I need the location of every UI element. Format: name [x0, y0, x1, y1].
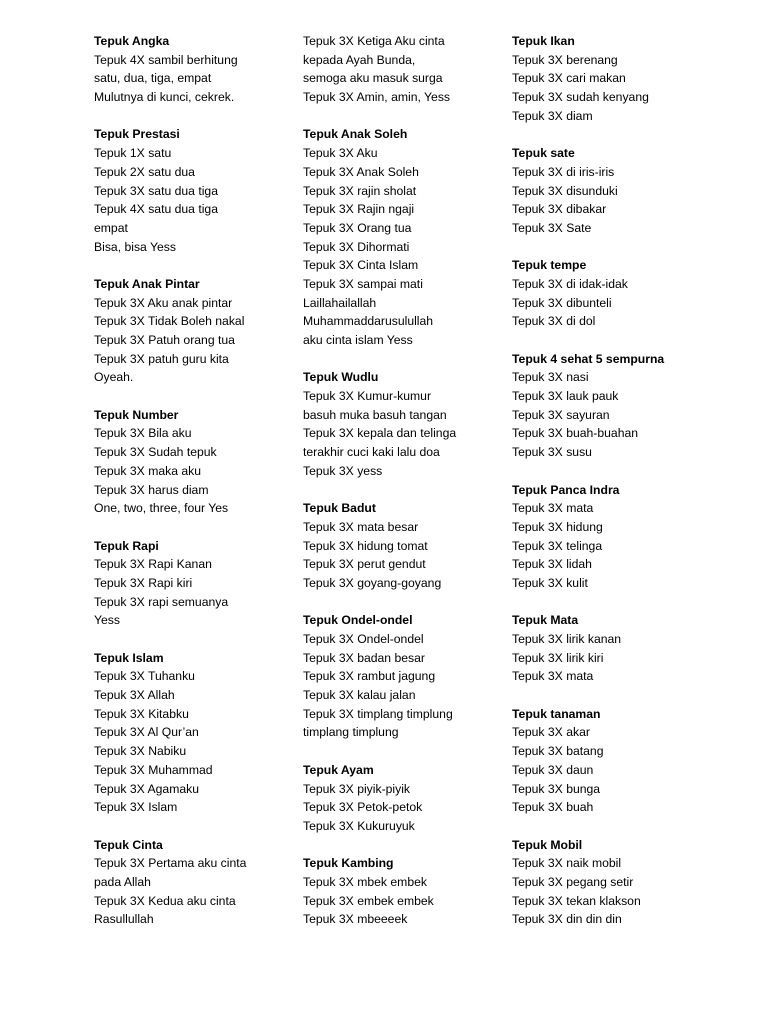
text-line: Tepuk 3X mbek embek: [303, 874, 427, 889]
section-continued: [303, 32, 503, 107]
text-line: Tepuk 3X patuh guru kita: [94, 351, 229, 366]
text-line: Tepuk 3X buah: [512, 800, 594, 815]
text-line: Tepuk 3X kulit: [512, 575, 588, 590]
text-line: Tepuk 3X Pertama aku cinta: [94, 856, 247, 871]
section-title: Tepuk Cinta: [94, 837, 163, 852]
section-title: Tepuk Mata: [512, 613, 579, 628]
text-line: Oyeah.: [94, 370, 134, 385]
text-line: Tepuk 3X kepala dan telinga: [303, 426, 457, 441]
text-line: Tepuk 3X lauk pauk: [512, 389, 619, 404]
text-line: Tepuk 3X berenang: [512, 52, 618, 67]
text-line: Tepuk 3X Kedua aku cinta: [94, 893, 236, 908]
text-line: basuh muka basuh tangan: [303, 407, 447, 422]
text-line: Tepuk 3X Cinta Islam: [303, 258, 419, 273]
text-line: Tepuk 3X Sate: [512, 220, 592, 235]
text-line: Tepuk 3X Muhammad: [94, 762, 213, 777]
text-line: Tepuk 3X nasi: [512, 370, 589, 385]
text-line: Tepuk 3X lirik kiri: [512, 650, 604, 665]
text-line: Tepuk 3X batang: [512, 744, 604, 759]
text-line: Tepuk 4X satu dua tiga: [94, 202, 218, 217]
section-tepuk-mata: [512, 611, 712, 686]
text-line: satu, dua, tiga, empat: [94, 71, 212, 86]
section-title: Tepuk tanaman: [512, 706, 601, 721]
text-line: Yess: [94, 613, 120, 628]
text-line: Tepuk 3X cari makan: [512, 71, 626, 86]
section-tepuk-panca-indra: [512, 481, 712, 593]
text-column-1: [94, 32, 294, 948]
section-tepuk-ikan: [512, 32, 712, 125]
text-line: Tepuk 2X satu dua: [94, 164, 195, 179]
section-tepuk-tanaman: [512, 705, 712, 817]
section-title: Tepuk Panca Indra: [512, 482, 620, 497]
text-line: Tepuk 3X akar: [512, 725, 590, 740]
text-line: Tepuk 3X bunga: [512, 781, 601, 796]
text-line: empat: [94, 220, 128, 235]
text-line: Tepuk 3X sudah kenyang: [512, 90, 649, 105]
text-line: Tepuk 3X lidah: [512, 557, 592, 572]
text-column-2: [303, 32, 503, 948]
text-line: Tepuk 3X Bila aku: [94, 426, 192, 441]
text-line: Tepuk 3X naik mobil: [512, 856, 622, 871]
text-line: Tepuk 3X Sudah tepuk: [94, 445, 217, 460]
text-line: kepada Ayah Bunda,: [303, 52, 416, 67]
text-line: Tepuk 3X Aku: [303, 146, 378, 161]
section-tepuk-kambing: [303, 854, 503, 929]
section-tepuk-tempe: [512, 256, 712, 331]
text-line: Tepuk 3X buah-buahan: [512, 426, 639, 441]
text-line: Tepuk 3X goyang-goyang: [303, 575, 442, 590]
section-title: Tepuk Kambing: [303, 856, 394, 871]
section-title: Tepuk Prestasi: [94, 127, 180, 142]
text-line: Tepuk 3X Tuhanku: [94, 669, 195, 684]
text-line: Tepuk 3X mata: [512, 669, 594, 684]
text-line: Tepuk 4X sambil berhitung: [94, 52, 238, 67]
text-line: semoga aku masuk surga: [303, 71, 443, 86]
text-line: Tepuk 3X harus diam: [94, 482, 209, 497]
section-title: Tepuk Anak Soleh: [303, 127, 408, 142]
section-tepuk-number: [94, 406, 294, 518]
text-line: Tepuk 3X piyik-piyik: [303, 781, 411, 796]
text-line: Tepuk 3X dibunteli: [512, 295, 612, 310]
section-title: Tepuk Number: [94, 407, 179, 422]
text-line: Tepuk 3X maka aku: [94, 463, 202, 478]
text-line: Tepuk 3X Rapi kiri: [94, 575, 193, 590]
section-title: Tepuk Wudlu: [303, 370, 379, 385]
text-line: Tepuk 3X mata: [512, 501, 594, 516]
text-line: Tepuk 3X daun: [512, 762, 594, 777]
text-line: Tepuk 3X Ketiga Aku cinta: [303, 34, 445, 48]
section-tepuk-sate: [512, 144, 712, 237]
text-line: Tepuk 3X Rapi Kanan: [94, 557, 212, 572]
text-line: Tepuk 3X Tidak Boleh nakal: [94, 314, 245, 329]
section-tepuk-mobil: [512, 836, 712, 929]
text-line: Mulutnya di kunci, cekrek.: [94, 90, 235, 105]
text-line: Tepuk 3X din din din: [512, 912, 622, 927]
text-line: Tepuk 3X Kukuruyuk: [303, 818, 415, 833]
text-line: Tepuk 3X di iris-iris: [512, 164, 615, 179]
section-title: Tepuk tempe: [512, 258, 587, 273]
section-tepuk-islam: [94, 649, 294, 817]
section-title: Tepuk Ondel-ondel: [303, 613, 413, 628]
text-line: Tepuk 3X Kumur-kumur: [303, 389, 432, 404]
text-line: Tepuk 3X satu dua tiga: [94, 183, 218, 198]
text-line: One, two, three, four Yes: [94, 501, 229, 516]
text-line: Tepuk 1X satu: [94, 146, 172, 161]
text-line: Tepuk 3X sayuran: [512, 407, 610, 422]
text-line: Muhammaddarusulullah: [303, 314, 434, 329]
text-line: Tepuk 3X rapi semuanya: [94, 594, 229, 609]
text-line: Tepuk 3X Nabiku: [94, 744, 187, 759]
text-line: Tepuk 3X tekan klakson: [512, 893, 641, 908]
text-line: Tepuk 3X rambut jagung: [303, 669, 436, 684]
text-line: Tepuk 3X di dol: [512, 314, 596, 329]
text-line: Tepuk 3X Islam: [94, 800, 178, 815]
text-line: Tepuk 3X Orang tua: [303, 220, 412, 235]
text-line: Tepuk 3X Al Qur’an: [94, 725, 199, 740]
section-title: Tepuk Ayam: [303, 762, 374, 777]
text-line: Tepuk 3X di idak-idak: [512, 276, 628, 291]
section-tepuk-prestasi: [94, 125, 294, 256]
section-tepuk-anak-soleh: [303, 125, 503, 349]
text-line: Tepuk 3X Ondel-ondel: [303, 632, 424, 646]
text-line: Tepuk 3X Amin, amin, Yess: [303, 90, 451, 105]
text-line: Tepuk 3X diam: [512, 108, 593, 123]
text-line: Tepuk 3X telinga: [512, 538, 603, 553]
section-tepuk-cinta: [94, 836, 294, 929]
text-line: aku cinta islam Yess: [303, 333, 413, 347]
text-line: Tepuk 3X Anak Soleh: [303, 164, 419, 179]
text-line: Tepuk 3X mata besar: [303, 519, 419, 534]
text-line: Tepuk 3X Aku anak pintar: [94, 295, 233, 310]
section-title: Tepuk Rapi: [94, 538, 159, 553]
text-line: terakhir cuci kaki lalu doa: [303, 445, 440, 460]
text-line: Tepuk 3X mbeeeek: [303, 912, 408, 927]
section-tepuk-4-sehat-5-sempurna: [512, 350, 712, 462]
text-line: Rasullullah: [94, 912, 154, 927]
text-line: Tepuk 3X Patuh orang tua: [94, 333, 235, 347]
section-tepuk-ayam: [303, 761, 503, 836]
text-line: Tepuk 3X kalau jalan: [303, 688, 416, 703]
section-tepuk-wudlu: [303, 368, 503, 480]
text-line: Tepuk 3X yess: [303, 463, 383, 478]
text-line: Tepuk 3X lirik kanan: [512, 632, 622, 646]
section-title: Tepuk Anak Pintar: [94, 276, 200, 291]
text-line: Tepuk 3X Kitabku: [94, 706, 189, 721]
text-line: Tepuk 3X Dihormati: [303, 239, 410, 254]
section-title: Tepuk Badut: [303, 501, 376, 516]
text-line: Tepuk 3X rajin sholat: [303, 183, 417, 198]
text-line: Tepuk 3X pegang setir: [512, 874, 634, 889]
text-line: Tepuk 3X disunduki: [512, 183, 618, 198]
text-line: Tepuk 3X perut gendut: [303, 557, 426, 572]
text-line: timplang timplung: [303, 725, 399, 740]
text-line: Bisa, bisa Yess: [94, 239, 176, 254]
section-tepuk-ondel-ondel: [303, 611, 503, 742]
text-line: Tepuk 3X badan besar: [303, 650, 425, 665]
section-title: Tepuk Angka: [94, 34, 170, 48]
text-line: Tepuk 3X embek embek: [303, 893, 434, 908]
section-title: Tepuk Ikan: [512, 34, 575, 48]
text-line: Tepuk 3X Allah: [94, 688, 175, 703]
text-line: Tepuk 3X hidung: [512, 519, 603, 534]
text-line: Tepuk 3X hidung tomat: [303, 538, 428, 553]
section-title: Tepuk Islam: [94, 650, 164, 665]
text-line: Tepuk 3X Rajin ngaji: [303, 202, 415, 217]
section-title: Tepuk sate: [512, 146, 575, 161]
text-line: Tepuk 3X timplang timplung: [303, 706, 453, 721]
section-title: Tepuk Mobil: [512, 837, 583, 852]
section-tepuk-rapi: [94, 537, 294, 630]
text-line: Laillahailallah: [303, 295, 377, 310]
text-column-3: [512, 32, 712, 948]
section-title: Tepuk 4 sehat 5 sempurna: [512, 351, 665, 366]
section-tepuk-badut: [303, 499, 503, 592]
text-line: Tepuk 3X dibakar: [512, 202, 607, 217]
text-line: pada Allah: [94, 874, 151, 889]
text-line: Tepuk 3X Petok-petok: [303, 800, 423, 815]
text-line: Tepuk 3X sampai mati: [303, 276, 423, 291]
section-tepuk-angka: [94, 32, 294, 107]
text-line: Tepuk 3X susu: [512, 445, 592, 460]
section-tepuk-anak-pintar: [94, 275, 294, 387]
text-line: Tepuk 3X Agamaku: [94, 781, 200, 796]
